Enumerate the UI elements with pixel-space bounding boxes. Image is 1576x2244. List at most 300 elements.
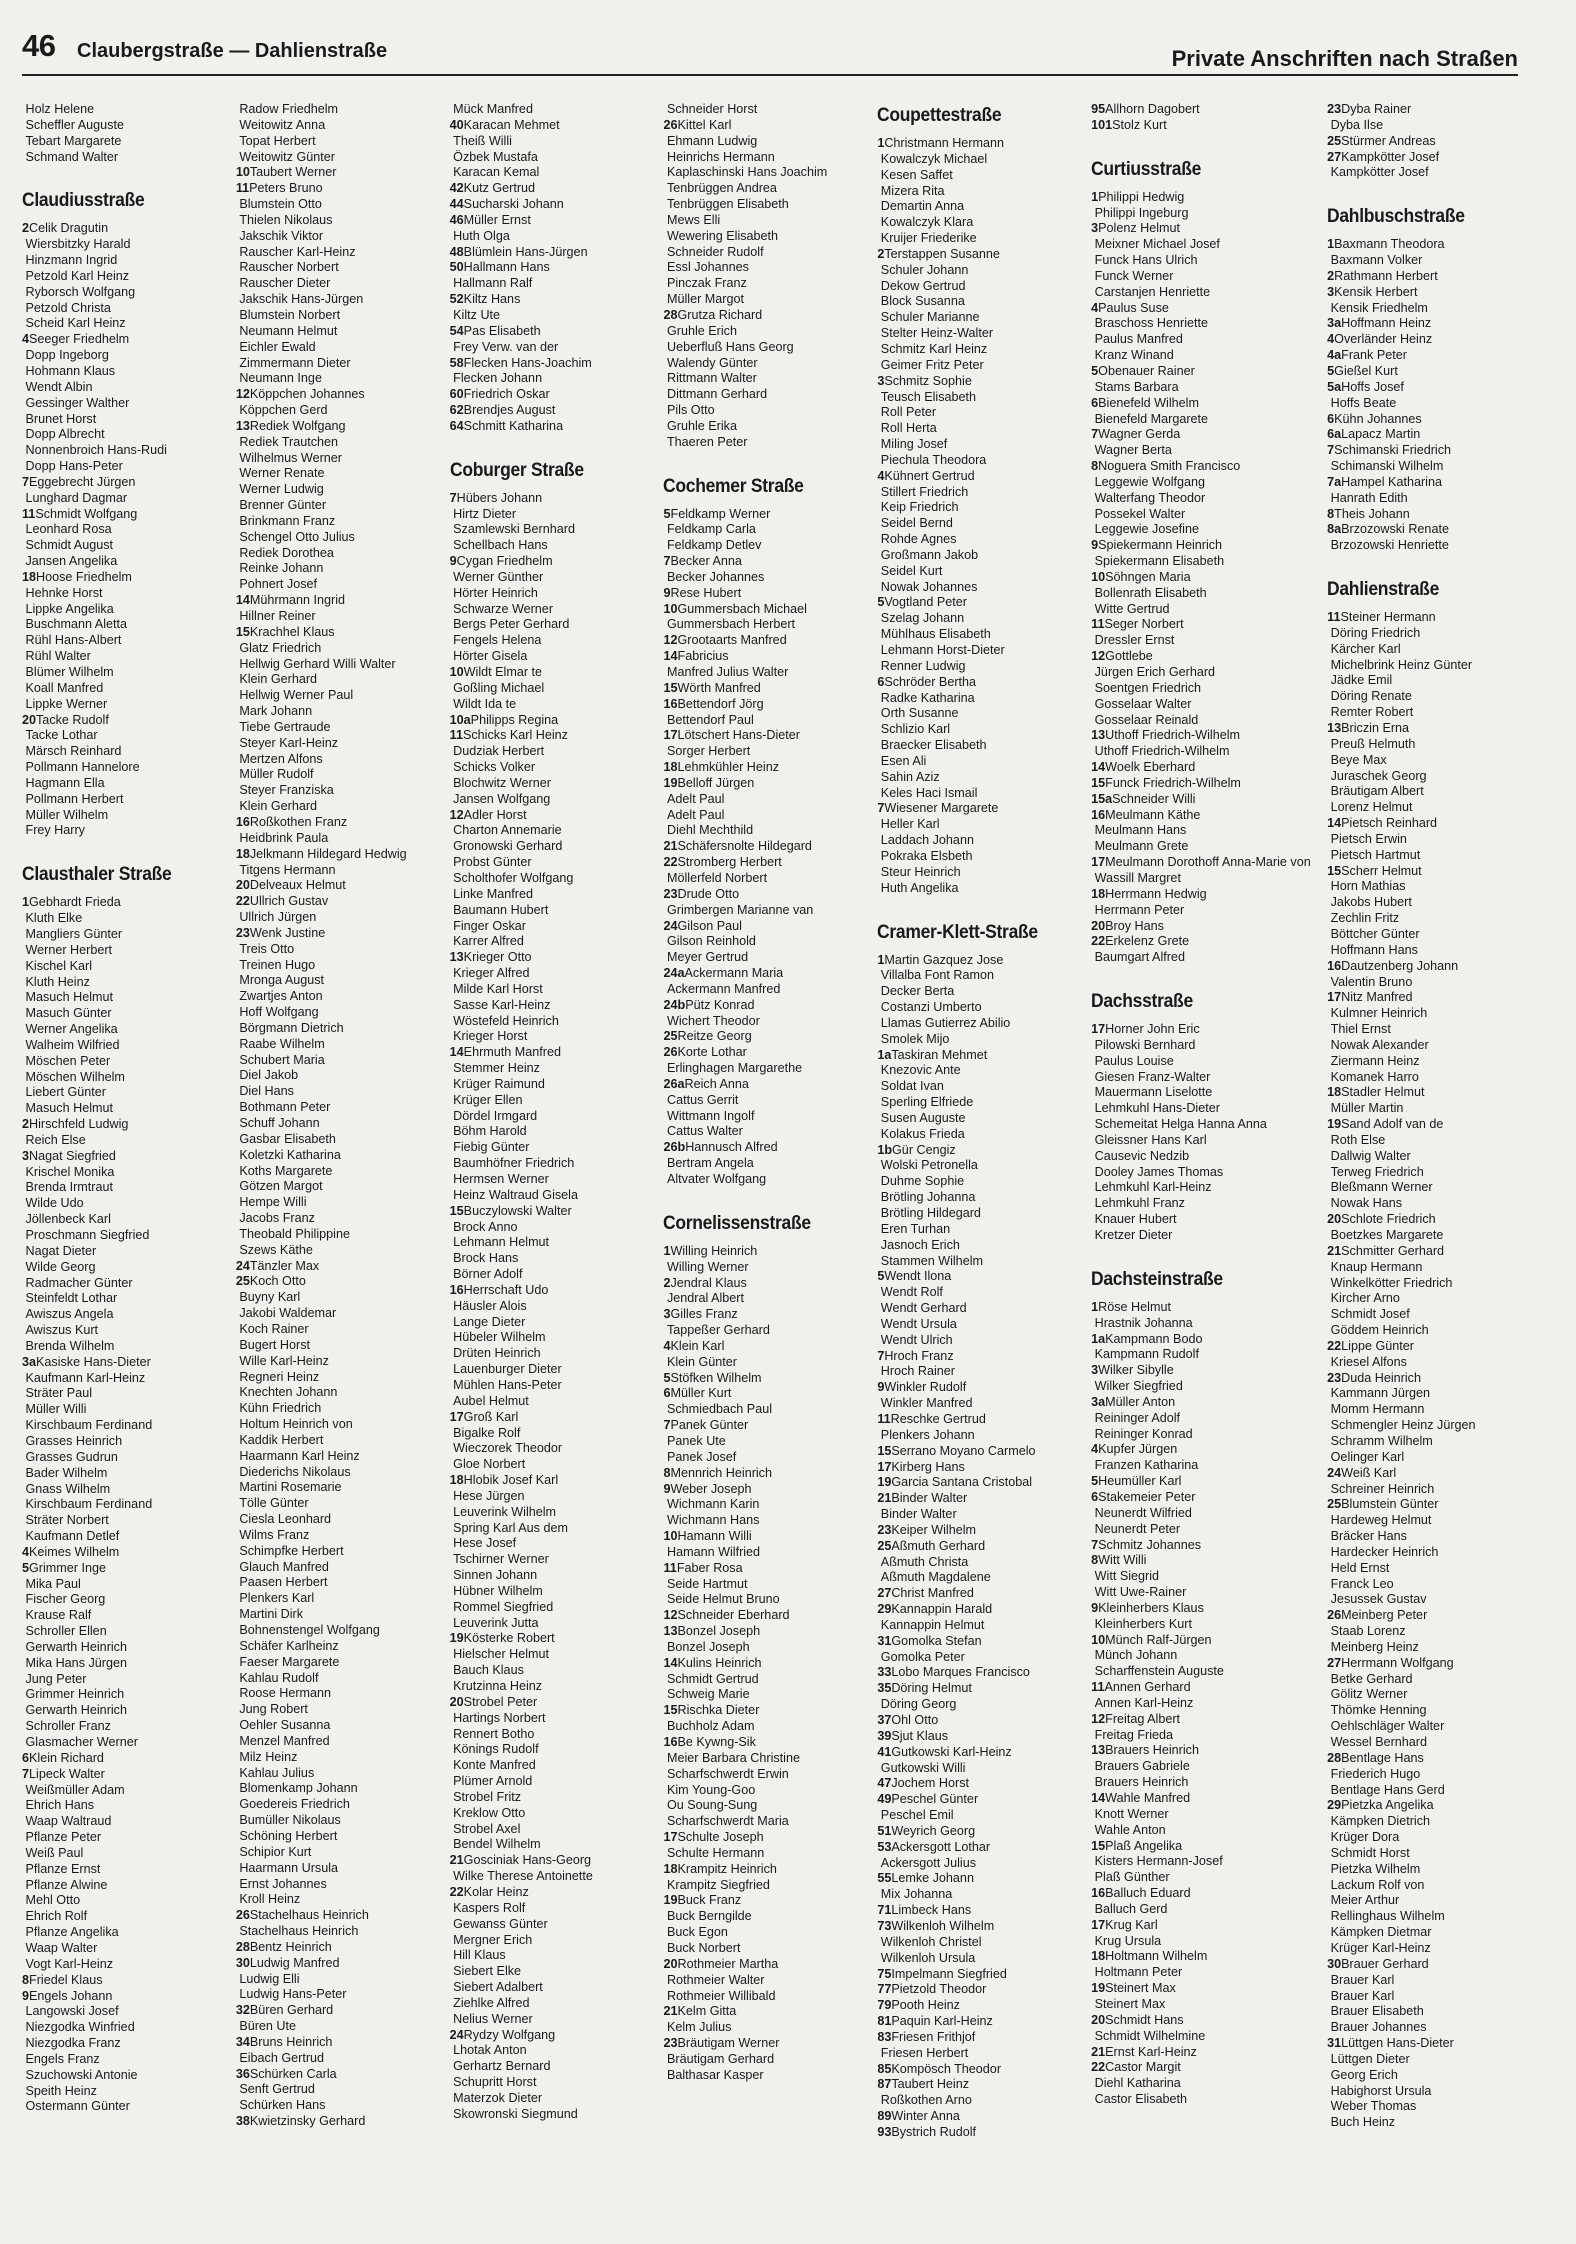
house-number: 17 [1091,1022,1106,1037]
resident-name: Pils Otto [663,403,715,418]
resident-name: Grimbergen Marianne van [663,902,814,917]
resident-entry [236,2114,431,2130]
resident-entry [663,1156,858,1172]
resident-entry [22,1687,217,1703]
resident-name: Lehmann Horst-Dieter [877,643,1005,657]
resident-name: Weber Thomas [1327,2099,1417,2114]
resident-entry [877,1713,1072,1729]
resident-entry [22,1434,217,1450]
resident-entry [1091,1949,1308,1965]
resident-name: Schellbach Hans [449,538,548,553]
house-number: 49 [877,1792,892,1807]
resident-entry [22,1228,217,1244]
resident-entry [663,387,858,403]
resident-name: Liebert Günter [22,1085,107,1100]
resident-name: Dallwig Walter [1327,1148,1411,1163]
resident-name: Scharfschwerdt Maria [663,1814,789,1829]
resident-name: Kammann Jürgen [1327,1386,1431,1401]
resident-name: Siebert Adalbert [449,1980,543,1995]
resident-entry [663,1767,858,1783]
resident-entry [22,1909,217,1925]
resident-entry [877,564,1072,580]
resident-entry [1327,348,1522,364]
house-number: 8 [1091,1553,1099,1568]
resident-name: Demartin Anna [877,199,965,214]
resident-name: Kampkötter Josef [1341,149,1440,164]
street-heading: Dahlbuschstraße [1327,206,1465,228]
resident-entry [663,102,858,118]
house-number: 17 [1327,990,1342,1005]
resident-name: Rühl Walter [22,649,91,664]
resident-name: Kaspers Rolf [449,1900,526,1915]
resident-name: Sjut Klaus [891,1728,949,1743]
house-number: 1b [877,1142,893,1157]
resident-entry [450,1077,645,1093]
house-number: 7 [877,801,885,816]
resident-entry [236,514,431,530]
resident-name: Gilson Paul [677,918,742,933]
resident-entry [1327,1941,1522,1957]
resident-entry [1091,1538,1308,1554]
resident-entry [22,1307,217,1323]
house-number: 5 [877,1269,885,1284]
resident-entry [236,1274,431,1290]
resident-entry [450,1711,645,1727]
resident-name: Könings Rudolf [449,1742,539,1757]
resident-entry [877,152,1072,168]
resident-name: Kirschbaum Ferdinand [22,1418,153,1433]
resident-entry [663,1339,858,1355]
resident-name: Brauer Gerhard [1341,1956,1429,1971]
resident-entry [236,2067,431,2083]
resident-entry [22,744,217,760]
resident-entry [1091,887,1308,903]
resident-entry [236,704,431,720]
resident-name: Schmidt Horst [1327,1845,1410,1860]
house-number: 62 [449,403,464,418]
resident-name: Kriesel Alfons [1327,1354,1407,1369]
resident-entry [450,1346,645,1362]
resident-name: Cattus Walter [663,1124,743,1139]
resident-entry [450,1188,645,1204]
resident-name: Lapacz Martin [1341,427,1421,442]
street-block [663,1210,858,2084]
resident-name: Feldkamp Detlev [663,538,762,553]
resident-name: Hellwig Werner Paul [235,688,354,703]
resident-entry [663,776,858,792]
resident-name: Esen Ali [877,753,927,768]
resident-entry [450,371,645,387]
resident-name: Bräutigam Gerhard [663,2051,775,2066]
resident-name: Stachelhaus Heinrich [235,1924,359,1939]
resident-name: Wilkenloh Ursula [877,1950,976,1965]
resident-name: Gosciniak Hans-Georg [463,1853,592,1868]
resident-name: Krampitz Heinrich [677,1861,777,1876]
resident-name: Hörter Heinrich [449,585,538,600]
resident-entry [236,1734,431,1750]
resident-name: Neunerdt Peter [1091,1521,1181,1536]
resident-entry [1091,1918,1308,1934]
resident-name: Hellwig Gerhard Willi Walter [235,656,396,671]
resident-name: Braecker Elisabeth [877,738,987,753]
resident-name: Schimanski Wilhelm [1327,459,1444,474]
resident-name: Gleissner Hans Karl [1091,1132,1207,1147]
resident-entry [663,1172,858,1188]
resident-entry [22,1371,217,1387]
resident-name: Lippke Werner [22,696,108,711]
resident-name: Panek Günter [670,1418,749,1433]
resident-name: Hillner Reiner [235,609,316,623]
resident-name: Koall Manfred [22,680,104,695]
resident-name: Scheid Karl Heinz [22,316,126,331]
resident-entry [236,894,431,910]
resident-name: Vogt Karl-Heinz [22,1956,113,1971]
resident-name: Hoffs Beate [1327,395,1397,410]
resident-name: Probst Günter [449,855,532,870]
resident-name: Müller Willi [22,1402,87,1417]
resident-name: Kampmann Bodo [1105,1331,1203,1346]
resident-entry [1091,1411,1308,1427]
resident-entry [1091,443,1308,459]
resident-entry [236,1068,431,1084]
resident-name: Habighorst Ursula [1327,2083,1432,2098]
house-number: 3 [1327,284,1335,299]
resident-entry [1327,2099,1522,2115]
resident-name: Rellinghaus Wilhelm [1327,1909,1445,1924]
resident-entry [663,998,858,1014]
resident-name: Mergner Erich [449,1932,533,1947]
resident-entry [877,1824,1072,1840]
house-number: 14 [449,1045,464,1060]
resident-entry [236,197,431,213]
resident-name: Reich Else [22,1132,86,1147]
resident-entry [22,1957,217,1973]
resident-name: Gummersbach Herbert [663,617,796,632]
resident-entry [450,1647,645,1663]
resident-entry [236,989,431,1005]
resident-entry [877,2109,1072,2125]
resident-name: Lange Dieter [449,1314,526,1329]
resident-entry [1091,1038,1308,1054]
resident-entry [1327,2036,1522,2052]
resident-entry [663,1093,858,1109]
house-number: 21 [663,839,678,854]
resident-name: Werner Günther [449,569,544,584]
resident-name: Schmidt Wolfgang [35,506,138,521]
resident-name: Ludwig Manfred [249,1955,340,1970]
resident-entry [1327,1608,1522,1624]
resident-name: Pilowski Bernhard [1091,1037,1196,1052]
resident-name: Serrano Moyano Carmelo [891,1443,1036,1458]
resident-name: Krug Karl [1105,1917,1158,1932]
resident-entry [450,1521,645,1537]
resident-entry [1091,1648,1308,1664]
resident-entry [663,602,858,618]
resident-entry [22,1624,217,1640]
resident-entry [663,919,858,935]
resident-entry [1091,1791,1308,1807]
resident-entry [22,1577,217,1593]
resident-entry [236,593,431,609]
resident-name: Eichler Ewald [235,339,316,354]
resident-name: Funck Hans Ulrich [1091,253,1198,268]
resident-name: Rittmann Walter [663,371,757,386]
house-number: 15 [1091,1838,1106,1853]
resident-entry [1327,2084,1522,2100]
resident-entry [22,1561,217,1577]
resident-name: Paquin Karl-Heinz [891,2014,993,2029]
resident-name: Brauer Karl [1327,1972,1395,1987]
resident-name: Drüten Heinrich [449,1346,541,1361]
resident-entry [877,1697,1072,1713]
resident-entry [663,760,858,776]
resident-name: Brauer Johannes [1327,2020,1427,2035]
resident-entry [236,1354,431,1370]
resident-name: Holz Helene [22,102,95,116]
resident-name: Freitag Albert [1105,1711,1181,1726]
resident-entry [22,617,217,633]
resident-name: Tiebe Gertraude [235,719,331,734]
resident-name: Duda Heinrich [1341,1370,1421,1385]
resident-name: Lorenz Helmut [1327,800,1413,815]
resident-name: Walheim Wilfried [22,1037,120,1052]
resident-entry [663,2036,858,2052]
resident-name: Seide Helmut Bruno [663,1592,780,1607]
resident-entry [1327,316,1522,332]
resident-name: Nagat Siegfried [29,1148,116,1163]
resident-entry [22,427,217,443]
resident-entry [236,2098,431,2114]
resident-name: Schicks Karl Heinz [462,728,568,743]
resident-name: Teusch Elisabeth [877,389,977,404]
resident-name: Adelt Paul [663,791,725,806]
resident-entry [663,823,858,839]
resident-entry [663,1624,858,1640]
resident-entry [1327,1355,1522,1371]
resident-name: Jacobs Franz [235,1211,315,1226]
resident-entry [663,1545,858,1561]
resident-name: Pflanze Angelika [22,1925,119,1940]
resident-name: Jung Robert [235,1702,308,1717]
resident-entry [450,982,645,998]
house-number: 6 [663,1386,671,1401]
resident-entry [663,150,858,166]
resident-entry [450,1315,645,1331]
house-number: 9 [1091,1600,1099,1615]
resident-entry [663,665,858,681]
resident-name: Ackersgott Lothar [891,1839,991,1854]
resident-name: Lackum Rolf von [1327,1877,1425,1892]
resident-entry [236,1560,431,1576]
resident-entry [1327,1592,1522,1608]
resident-name: Jochem Horst [891,1776,970,1791]
resident-entry [236,1417,431,1433]
resident-entry [877,595,1072,611]
resident-name: Kischel Karl [22,958,92,973]
resident-entry [1091,1728,1308,1744]
house-number: 10 [1091,1632,1106,1647]
resident-entry [236,451,431,467]
street-block [22,187,217,839]
resident-entry [22,2099,217,2115]
resident-entry [22,1117,217,1133]
resident-entry [877,675,1072,691]
resident-entry [450,1441,645,1457]
resident-name: Pflanze Ernst [22,1861,101,1876]
resident-name: Aßmuth Magdalene [877,1570,991,1585]
resident-name: Kensik Friedhelm [1327,300,1428,315]
resident-entry [450,403,645,419]
resident-entry [22,1941,217,1957]
resident-entry [1091,728,1308,744]
resident-entry [450,792,645,808]
resident-entry [236,752,431,768]
resident-entry [877,1792,1072,1808]
resident-name: Seger Norbert [1104,617,1184,632]
resident-name: Ehmann Ludwig [663,133,758,148]
resident-entry [663,1751,858,1767]
resident-entry [1091,1101,1308,1117]
resident-name: Walendy Günter [663,355,758,370]
resident-name: Haarmann Ursula [235,1860,339,1875]
house-number: 6a [1327,427,1342,442]
resident-name: Jürgen Erich Gerhard [1091,665,1216,679]
resident-entry [1091,1458,1308,1474]
resident-entry [236,340,431,356]
resident-name: Bentlage Hans Gerd [1327,1782,1445,1797]
resident-name: Bollenrath Elisabeth [1091,585,1207,600]
resident-name: Bothmann Peter [235,1100,331,1115]
resident-name: Hübeler Wilhelm [449,1330,546,1345]
resident-name: Possekel Walter [1091,506,1186,521]
resident-name: Wille Karl-Heinz [235,1353,329,1368]
resident-entry [450,554,645,570]
resident-name: Schürken Hans [235,2098,326,2113]
house-number: 24b [663,997,686,1012]
resident-entry [663,1814,858,1830]
resident-name: Schicks Volker [449,760,536,775]
resident-entry [663,2052,858,2068]
resident-name: Polenz Helmut [1098,221,1181,236]
resident-entry [877,2125,1072,2141]
resident-entry [450,950,645,966]
resident-entry [450,1663,645,1679]
resident-name: Ou Soung-Sung [663,1798,758,1813]
street-block [1327,203,1522,554]
resident-entry [22,1878,217,1894]
house-number: 18 [1327,1085,1342,1100]
resident-name: Plenkers Karl [235,1591,315,1606]
resident-name: Bräutigam Werner [677,2036,780,2051]
house-number: 28 [663,307,678,322]
resident-name: Schmidt Gertrud [663,1671,759,1686]
resident-name: Brauers Gabriele [1091,1759,1190,1774]
resident-name: Ullrich Jürgen [235,910,317,925]
resident-name: Scharffenstein Auguste [1091,1664,1224,1679]
resident-name: Balthasar Kasper [663,2067,764,2082]
resident-entry [1327,1687,1522,1703]
resident-entry [22,1989,217,2005]
house-number: 7 [22,474,30,489]
resident-entry [1327,1038,1522,1054]
resident-name: Baumhöfner Friedrich [449,1156,575,1171]
resident-name: Pütz Konrad [685,997,755,1012]
resident-entry [22,396,217,412]
resident-entry [1327,943,1522,959]
resident-entry [663,713,858,729]
resident-name: Hehnke Horst [22,585,103,600]
house-number: 64 [449,418,464,433]
resident-name: Masuch Helmut [22,1101,113,1116]
house-number: 12 [449,807,464,822]
resident-name: Lüttgen Dieter [1327,2051,1410,2066]
resident-name: Aßmuth Gerhard [891,1538,986,1553]
resident-entry [450,507,645,523]
resident-entry [877,611,1072,627]
resident-entry [450,1140,645,1156]
resident-name: Krieger Alfred [449,966,530,981]
house-number: 15 [235,624,250,639]
house-number: 4a [1327,348,1342,363]
resident-name: Hanrath Edith [1327,490,1408,505]
resident-name: Büren Gerhard [249,2003,334,2018]
house-number: 23 [663,2036,678,2051]
resident-name: Brzozowski Renate [1341,522,1449,537]
resident-entry [450,2107,645,2123]
resident-entry [236,815,431,831]
resident-name: Nitz Manfred [1341,990,1413,1005]
resident-entry [877,390,1072,406]
resident-entry [1327,285,1522,301]
resident-entry [236,1575,431,1591]
resident-name: Weiß Karl [1341,1465,1397,1480]
resident-entry [450,1552,645,1568]
resident-entry [22,1703,217,1719]
resident-entry [236,1100,431,1116]
resident-name: Soentgen Friedrich [1091,680,1202,695]
resident-entry [22,237,217,253]
house-number: 25 [663,1029,678,1044]
resident-name: Schuff Johann [235,1116,320,1130]
resident-name: Tänzler Max [249,1258,320,1273]
resident-entry [1327,1529,1522,1545]
house-number: 101 [1091,117,1113,132]
house-number: 53 [877,1839,892,1854]
resident-entry [663,808,858,824]
resident-name: Krampitz Siegfried [663,1877,770,1892]
house-number: 31 [877,1633,892,1648]
resident-name: Charton Annemarie [449,823,562,838]
resident-entry [236,561,431,577]
resident-name: Sinnen Johann [449,1568,538,1583]
resident-name: Witt Uwe-Rainer [1091,1585,1187,1600]
resident-entry [877,849,1072,865]
resident-name: Roßkothen Arno [877,2093,972,2108]
house-number: 14 [663,1655,678,1670]
resident-entry [22,364,217,380]
resident-entry [877,184,1072,200]
resident-name: Sand Adolf van de [1341,1117,1444,1132]
resident-entry [22,911,217,927]
resident-entry [1091,1696,1308,1712]
resident-name: Braschoss Henriette [1091,316,1209,331]
resident-name: Hermsen Werner [449,1172,549,1186]
resident-entry [22,2068,217,2084]
resident-name: Jasnoch Erich [877,1237,960,1252]
resident-entry [236,577,431,593]
resident-name: Uthoff Friedrich-Wilhelm [1091,744,1230,759]
house-number: 26 [1327,1608,1342,1623]
